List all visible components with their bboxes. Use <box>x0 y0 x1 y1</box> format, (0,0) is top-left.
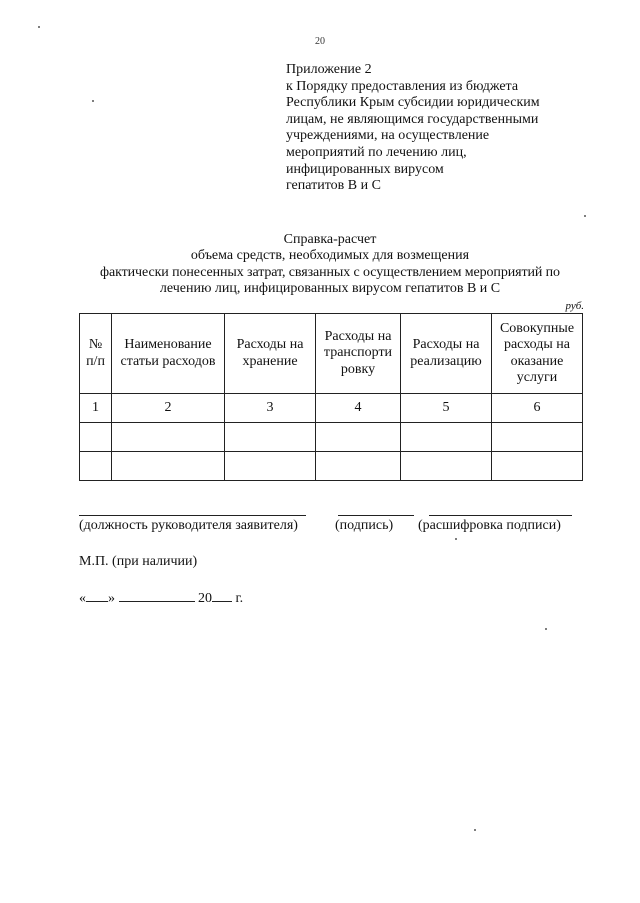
title-line: лечению лиц, инфицированных вирусом гепатитов В и С <box>159 281 501 297</box>
header-text: Расходы на <box>236 337 304 352</box>
position-signature-line <box>79 515 306 516</box>
header-text: Наименование <box>124 337 212 352</box>
stamp-place: М.П. (при наличии) <box>79 554 198 569</box>
currency-unit: руб. <box>565 300 584 312</box>
column-number-cell: 5 <box>401 394 492 423</box>
header-text: оказание <box>510 353 564 369</box>
appendix-header <box>286 62 586 195</box>
column-number-cell: 2 <box>112 394 225 423</box>
header-text: ровку <box>340 361 376 377</box>
empty-cell <box>492 452 583 481</box>
appendix-line: мероприятий по лечению лиц, <box>286 144 467 160</box>
appendix-line: лицам, не являющимся государственными <box>286 111 539 127</box>
empty-cell <box>316 423 401 452</box>
header-text: транспорти <box>323 345 393 361</box>
table-row <box>80 452 583 481</box>
date-line <box>79 589 243 607</box>
date-close-quote: » <box>108 591 115 606</box>
header-text: услуги <box>516 370 558 385</box>
column-number-row <box>80 394 583 423</box>
column-header-sale-costs <box>401 314 492 394</box>
table-header-row <box>80 314 583 394</box>
empty-cell <box>80 452 112 481</box>
appendix-line: Приложение 2 <box>286 62 372 77</box>
year-blank <box>212 589 232 602</box>
column-number-cell: 3 <box>225 394 316 423</box>
empty-cell <box>225 423 316 452</box>
empty-cell <box>112 423 225 452</box>
column-number-cell: 1 <box>80 394 112 423</box>
header-text: Совокупные <box>499 320 575 336</box>
header-text: п/п <box>86 353 105 369</box>
appendix-line: к Порядку предоставления из бюджета <box>286 78 519 94</box>
scan-speck <box>474 829 476 831</box>
column-number-cell: 6 <box>492 394 583 423</box>
column-header-number <box>80 314 112 394</box>
empty-cell <box>401 423 492 452</box>
empty-cell <box>492 423 583 452</box>
year-suffix: г. <box>235 591 244 606</box>
empty-cell <box>316 452 401 481</box>
document-title <box>60 232 600 298</box>
column-header-total-costs <box>492 314 583 394</box>
scan-speck <box>455 538 457 540</box>
empty-cell <box>225 452 316 481</box>
column-header-storage-costs <box>225 314 316 394</box>
header-text: статьи расходов <box>120 353 216 369</box>
day-blank <box>86 589 108 602</box>
empty-cell <box>112 452 225 481</box>
year-prefix: 20 <box>198 591 212 606</box>
header-text: № <box>88 337 103 352</box>
scan-speck <box>92 100 94 102</box>
header-text: расходы на <box>503 337 571 352</box>
month-blank <box>119 589 195 602</box>
empty-cell <box>80 423 112 452</box>
appendix-line: Республики Крым субсидии юридическим <box>286 95 540 111</box>
page-number: 20 <box>315 36 325 47</box>
header-text: Расходы на <box>324 328 392 344</box>
date-open-quote: « <box>79 591 86 606</box>
position-caption: (должность руководителя заявителя) <box>79 518 298 533</box>
calculation-table <box>79 313 583 481</box>
title-line: объема средств, необходимых для возмещения <box>190 248 470 264</box>
header-text: хранение <box>242 353 298 369</box>
decoding-signature-line <box>429 515 572 516</box>
title-line: фактически понесенных затрат, связанных с осуществлением мероприятий по <box>100 264 560 280</box>
column-number-cell: 4 <box>316 394 401 423</box>
header-text: реализацию <box>410 353 482 369</box>
table-row <box>80 423 583 452</box>
decoding-caption: (расшифровка подписи) <box>418 518 561 533</box>
appendix-line: гепатитов В и С <box>286 178 381 194</box>
signature-caption: (подпись) <box>335 518 394 533</box>
header-text: Расходы на <box>412 337 480 352</box>
signature-line <box>338 515 414 516</box>
empty-cell <box>401 452 492 481</box>
column-header-transport-costs <box>316 314 401 394</box>
scan-speck <box>584 215 586 217</box>
appendix-line: учреждениями, на осуществление <box>286 128 490 144</box>
appendix-line: инфицированных вирусом <box>286 161 444 177</box>
title-heading: Справка-расчет <box>283 232 377 247</box>
scan-speck <box>38 26 40 28</box>
scan-speck <box>545 628 547 630</box>
column-header-item-name <box>112 314 225 394</box>
